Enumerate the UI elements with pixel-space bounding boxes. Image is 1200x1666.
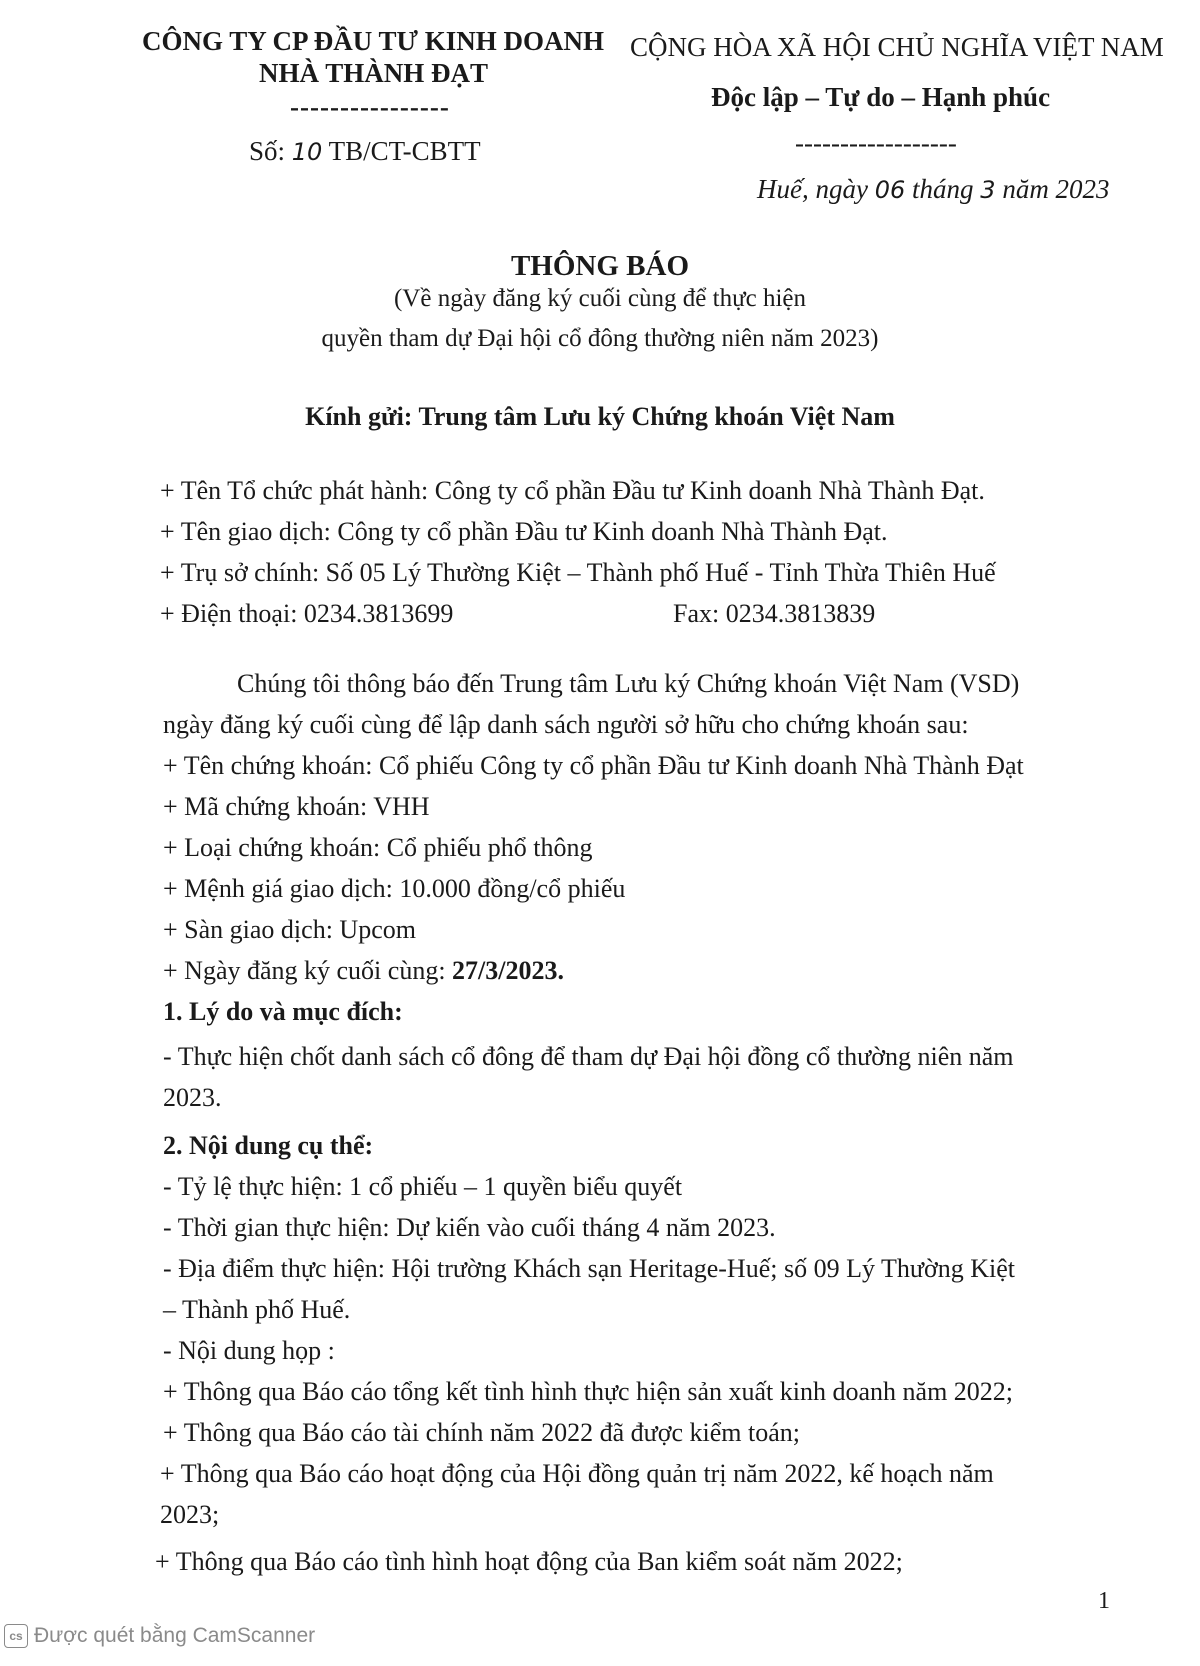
document-subtitle-line1: (Về ngày đăng ký cuối cùng để thực hiện xyxy=(393,285,807,312)
date-month-handwritten: 3 xyxy=(980,176,996,204)
section2-venue-line1: - Địa điểm thực hiện: Hội trường Khách sạn Heritage-Huế; số 09 Lý Thường Kiệt xyxy=(163,1254,1015,1283)
issuer-phone: + Điện thoại: 0234.3813699 xyxy=(160,599,454,628)
issuer-address: + Trụ sở chính: Số 05 Lý Thường Kiệt – Thành phố Huế - Tỉnh Thừa Thiên Huế xyxy=(160,558,996,587)
document-number xyxy=(249,136,481,167)
record-date xyxy=(163,955,564,986)
document-title: THÔNG BÁO xyxy=(510,250,690,282)
page-number: 1 xyxy=(1098,1588,1110,1614)
security-par-value: + Mệnh giá giao dịch: 10.000 đồng/cổ phiếu xyxy=(163,874,626,903)
agenda-item-1: + Thông qua Báo cáo tổng kết tình hình thực hiện sản xuất kinh doanh năm 2022; xyxy=(163,1377,1014,1406)
agenda-item-4: + Thông qua Báo cáo tình hình hoạt động của Ban kiểm soát năm 2022; xyxy=(155,1547,903,1576)
date-day-handwritten: 06 xyxy=(874,176,906,204)
date-place: Huế, ngày xyxy=(757,174,868,204)
document-date xyxy=(757,174,1110,205)
document-number-suffix: TB/CT-CBTT xyxy=(328,136,481,166)
document-subtitle-line2: quyền tham dự Đại hội cổ đông thường niên năm 2023) xyxy=(321,325,879,352)
document-number-handwritten: 10 xyxy=(291,138,323,166)
security-name: + Tên chứng khoán: Cổ phiếu Công ty cổ phần Đầu tư Kinh doanh Nhà Thành Đạt xyxy=(163,751,1024,780)
section1-heading: 1. Lý do và mục đích: xyxy=(163,997,403,1026)
security-exchange: + Sàn giao dịch: Upcom xyxy=(163,915,416,944)
company-name-line2: NHÀ THÀNH ĐẠT xyxy=(259,58,489,88)
company-name-line1: CÔNG TY CP ĐẦU TƯ KINH DOANH xyxy=(142,26,605,56)
section2-time: - Thời gian thực hiện: Dự kiến vào cuối tháng 4 năm 2023. xyxy=(163,1213,776,1242)
record-date-label: + Ngày đăng ký cuối cùng: xyxy=(163,956,453,985)
motto-divider: ------------------ xyxy=(795,128,957,158)
recipient: Kính gửi: Trung tâm Lưu ký Chứng khoán Việt Nam xyxy=(305,402,895,431)
camscanner-watermark xyxy=(4,1624,315,1648)
document-number-prefix: Số: xyxy=(249,136,286,166)
national-motto: Độc lập – Tự do – Hạnh phúc xyxy=(711,82,1051,112)
agenda-item-2: + Thông qua Báo cáo tài chính năm 2022 đã được kiểm toán; xyxy=(163,1418,800,1447)
intro-line2: ngày đăng ký cuối cùng để lập danh sách người sở hữu cho chứng khoán sau: xyxy=(163,710,969,739)
date-month-label: tháng xyxy=(912,174,974,204)
issuer-trade-name: + Tên giao dịch: Công ty cổ phần Đầu tư Kinh doanh Nhà Thành Đạt. xyxy=(160,517,888,546)
section2-venue-line2: – Thành phố Huế. xyxy=(163,1295,351,1324)
security-code: + Mã chứng khoán: VHH xyxy=(163,792,430,821)
section1-line2: 2023. xyxy=(163,1083,222,1112)
section2-heading: 2. Nội dung cụ thể: xyxy=(163,1131,374,1160)
date-year: năm 2023 xyxy=(1002,174,1110,204)
section1-line1: - Thực hiện chốt danh sách cổ đông để tham dự Đại hội đồng cổ thường niên năm xyxy=(163,1042,1014,1071)
company-divider: ---------------- xyxy=(290,92,450,122)
issuer-name: + Tên Tổ chức phát hành: Công ty cổ phần Đầu tư Kinh doanh Nhà Thành Đạt. xyxy=(160,476,985,505)
security-type: + Loại chứng khoán: Cổ phiếu phổ thông xyxy=(163,833,593,862)
intro-line1: Chúng tôi thông báo đến Trung tâm Lưu ký Chứng khoán Việt Nam (VSD) xyxy=(237,669,1020,698)
record-date-value: 27/3/2023. xyxy=(452,956,564,985)
issuer-fax: Fax: 0234.3813839 xyxy=(673,599,876,628)
camscanner-logo-icon: cs xyxy=(4,1624,28,1648)
section2-ratio: - Tỷ lệ thực hiện: 1 cổ phiếu – 1 quyền biểu quyết xyxy=(163,1172,683,1201)
camscanner-text: Được quét bằng CamScanner xyxy=(34,1624,316,1647)
nation-name: CỘNG HÒA XÃ HỘI CHỦ NGHĨA VIỆT NAM xyxy=(630,32,1164,62)
section2-agenda-label: - Nội dung họp : xyxy=(163,1336,335,1365)
agenda-item-3-line1: + Thông qua Báo cáo hoạt động của Hội đồng quản trị năm 2022, kế hoạch năm xyxy=(160,1459,994,1488)
agenda-item-3-line2: 2023; xyxy=(160,1500,220,1529)
